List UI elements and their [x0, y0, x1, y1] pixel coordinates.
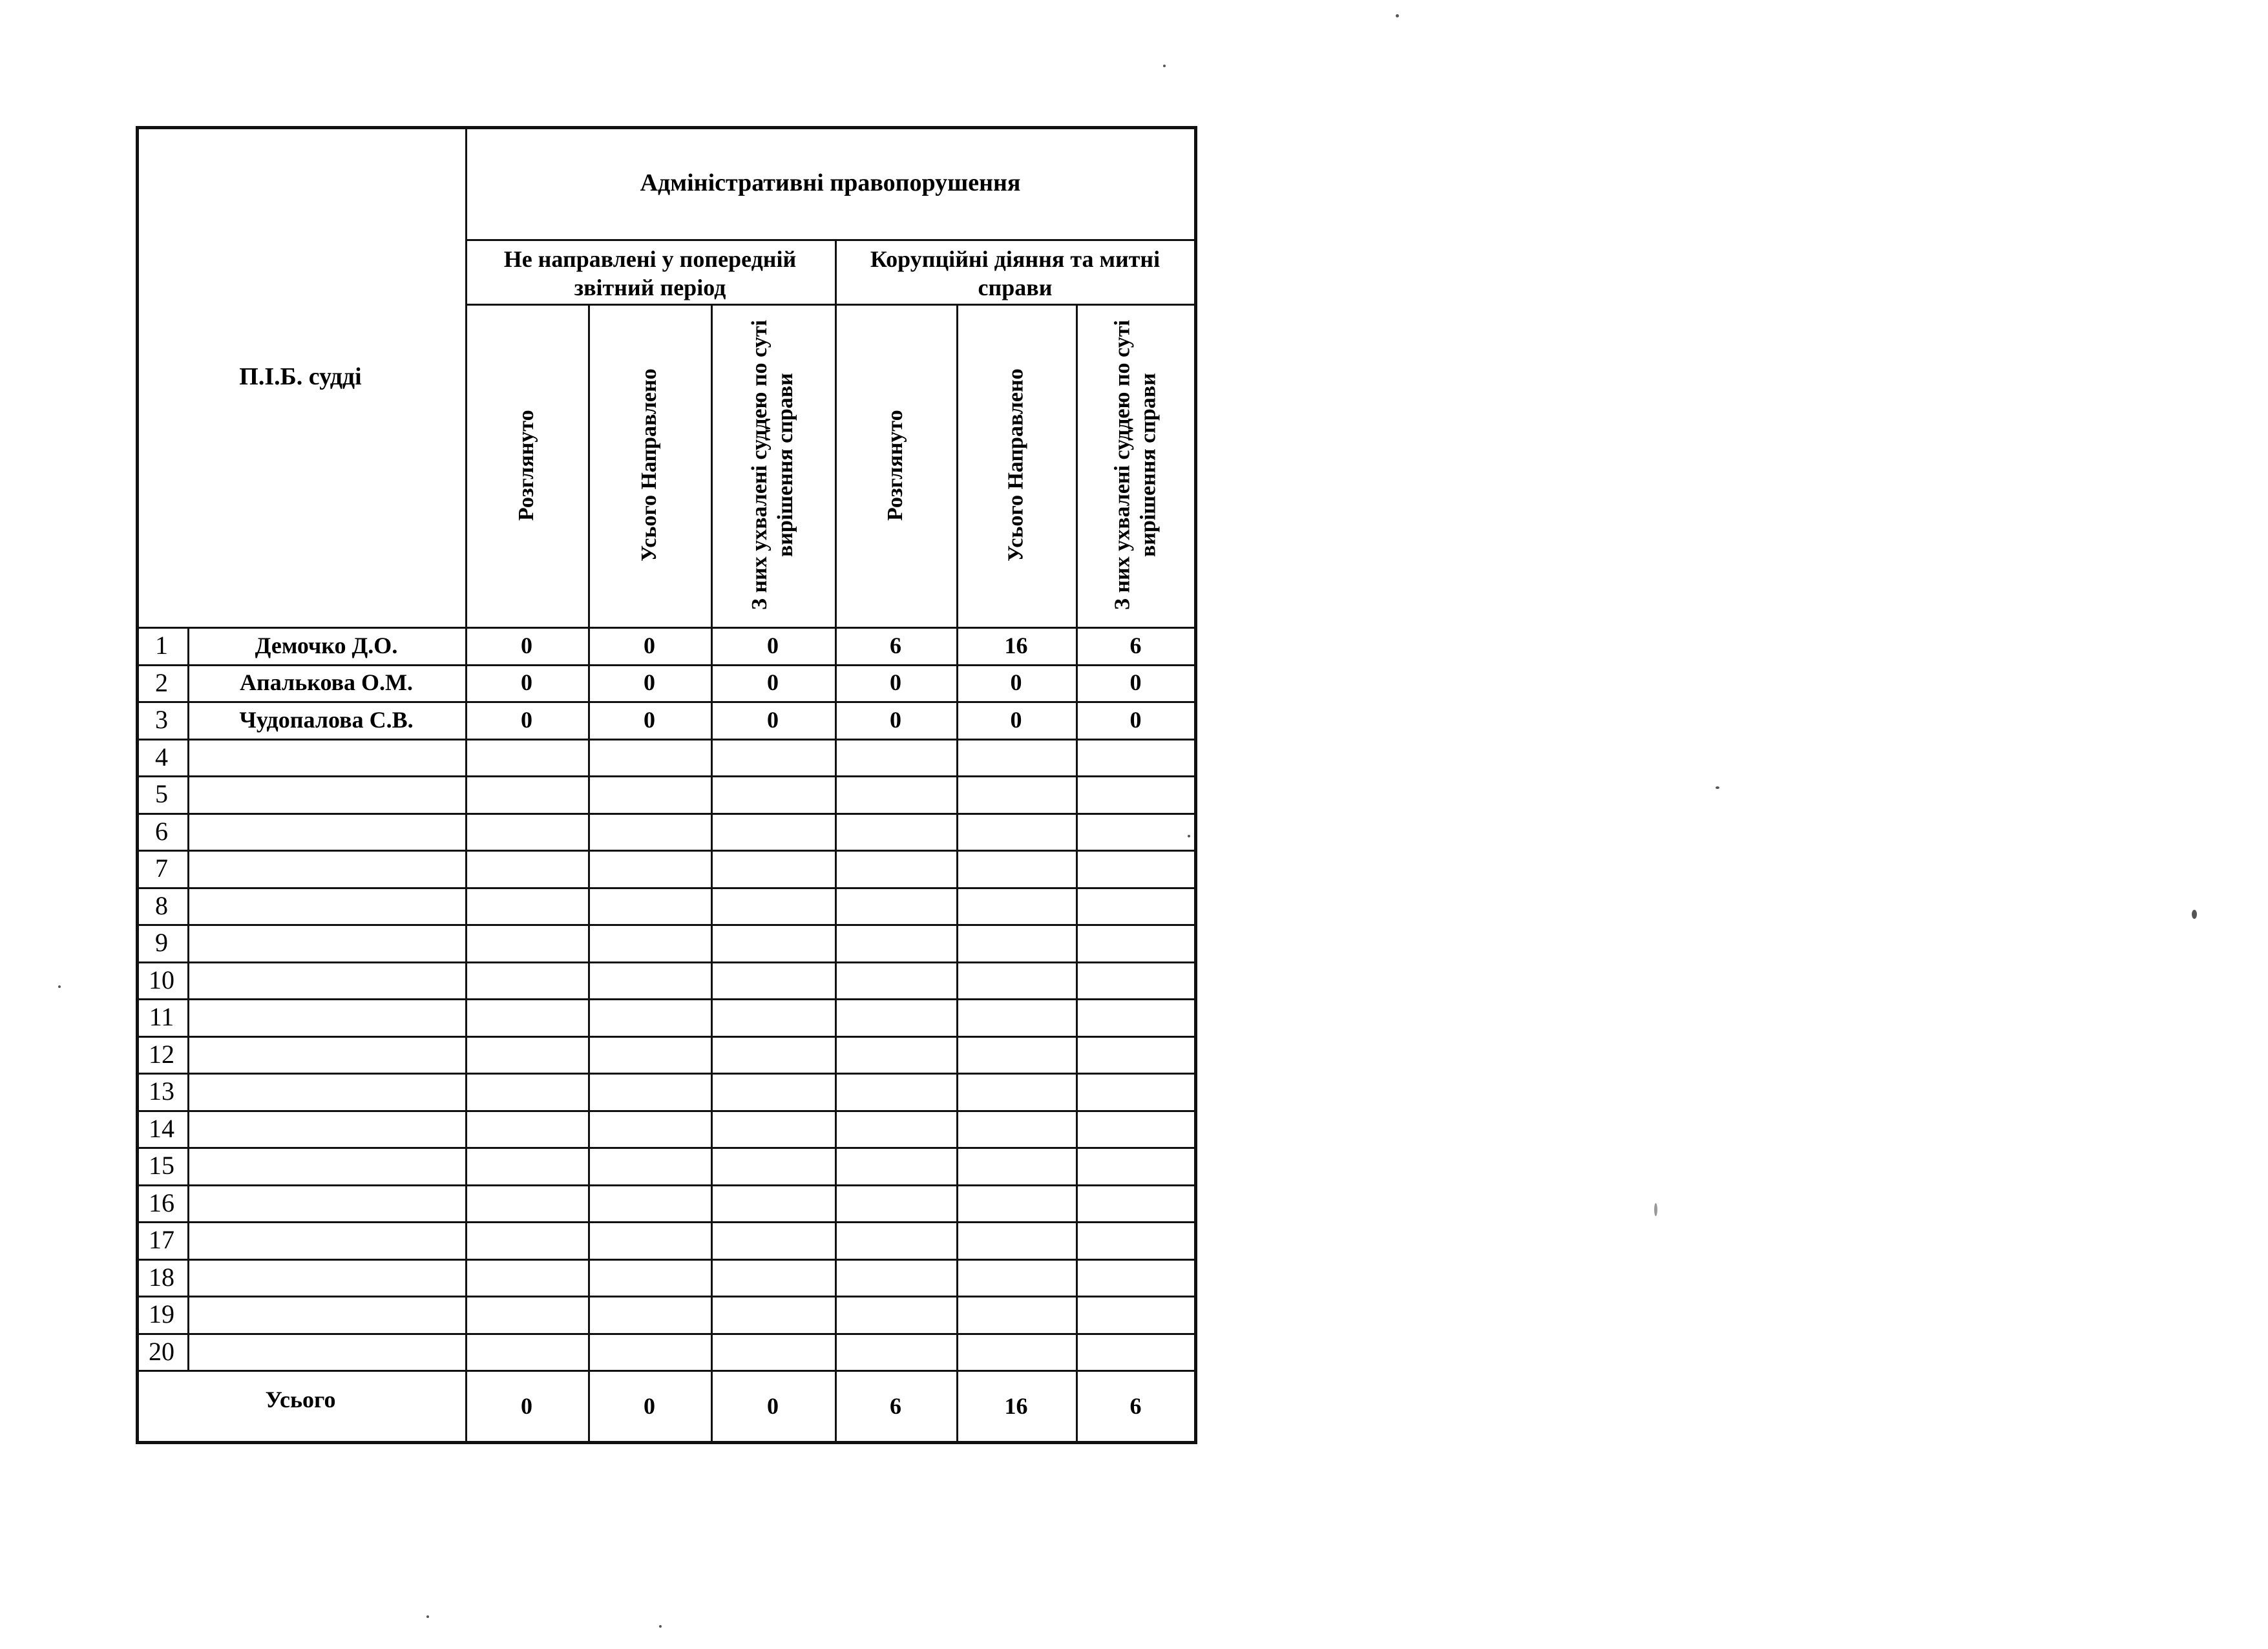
row-number: 8: [155, 890, 168, 920]
row-number: 10: [149, 965, 174, 994]
value: 0: [890, 669, 901, 696]
table-outer-border: [136, 126, 1197, 1444]
scan-speck: [1396, 14, 1399, 17]
value: 6: [890, 632, 901, 658]
value: 0: [644, 632, 655, 658]
row-number: 14: [149, 1113, 174, 1143]
row-number: 4: [155, 742, 168, 772]
row-number: 3: [155, 705, 168, 735]
total-value: 6: [890, 1393, 901, 1419]
column-header-label: З них ухвалені суддею по суті вирішення справи: [748, 320, 797, 611]
total-value: 0: [644, 1393, 655, 1419]
scan-speck: [1163, 65, 1166, 67]
judges-statistics-table: [136, 126, 1199, 1419]
value: 0: [644, 706, 655, 733]
row-number: 7: [155, 854, 168, 883]
scan-speck: [1654, 1203, 1657, 1216]
value: 0: [1129, 669, 1142, 696]
value: 0: [1129, 706, 1142, 733]
value: 0: [1010, 669, 1022, 696]
total-value: 0: [767, 1393, 779, 1419]
scan-speck: [659, 1625, 662, 1628]
column-header-label: Розглянуто: [883, 410, 907, 521]
row-number: 19: [149, 1299, 174, 1329]
total-value: 0: [521, 1393, 532, 1419]
value: 0: [767, 706, 779, 733]
total-label: Усього: [265, 1387, 336, 1413]
column-header-label: З них ухвалені суддею по суті вирішення справи: [1110, 320, 1160, 611]
row-number: 13: [149, 1077, 174, 1106]
value: 0: [521, 706, 532, 733]
value: 0: [521, 632, 532, 658]
judge-name: Апалькова О.М.: [239, 669, 414, 696]
row-number: 15: [149, 1151, 174, 1181]
value: 0: [767, 669, 779, 696]
row-number: 18: [149, 1262, 174, 1292]
judge-name: Демочко Д.О.: [255, 632, 398, 658]
row-number: 16: [149, 1188, 174, 1217]
scan-speck: [1716, 786, 1719, 789]
row-number: 9: [155, 928, 168, 958]
row-number: 6: [155, 816, 168, 846]
value: 16: [1004, 632, 1028, 658]
value: 0: [767, 632, 779, 658]
name-column-header-label: П.І.Б. судді: [239, 362, 362, 390]
total-value: 16: [1004, 1393, 1028, 1419]
group-header-corruption: Корупційні діяння та митні справи: [870, 246, 1160, 300]
value: 6: [1129, 632, 1142, 658]
scan-speck: [58, 985, 61, 988]
column-header-label: Усього Направлено: [637, 368, 661, 562]
value: 0: [521, 669, 532, 696]
value: 0: [1010, 706, 1022, 733]
row-number: 11: [149, 1002, 174, 1032]
column-header-label: Усього Направлено: [1003, 368, 1028, 562]
section-title: Адміністративні правопорушення: [640, 169, 1021, 196]
group-header-not-sent: Не направлені у попередній звітний період: [503, 246, 797, 300]
column-header-label: Розглянуто: [514, 410, 538, 521]
scan-speck: [2192, 910, 2197, 919]
row-number: 5: [155, 779, 168, 809]
value: 0: [890, 706, 901, 733]
row-number: 2: [155, 667, 168, 697]
value: 0: [644, 669, 655, 696]
row-number: 20: [149, 1336, 174, 1366]
row-number: 12: [149, 1039, 174, 1069]
total-value: 6: [1129, 1393, 1142, 1419]
row-number: 1: [155, 631, 168, 660]
judge-name: Чудопалова С.В.: [239, 706, 414, 733]
row-number: 17: [149, 1225, 174, 1255]
scan-speck: [426, 1615, 429, 1618]
